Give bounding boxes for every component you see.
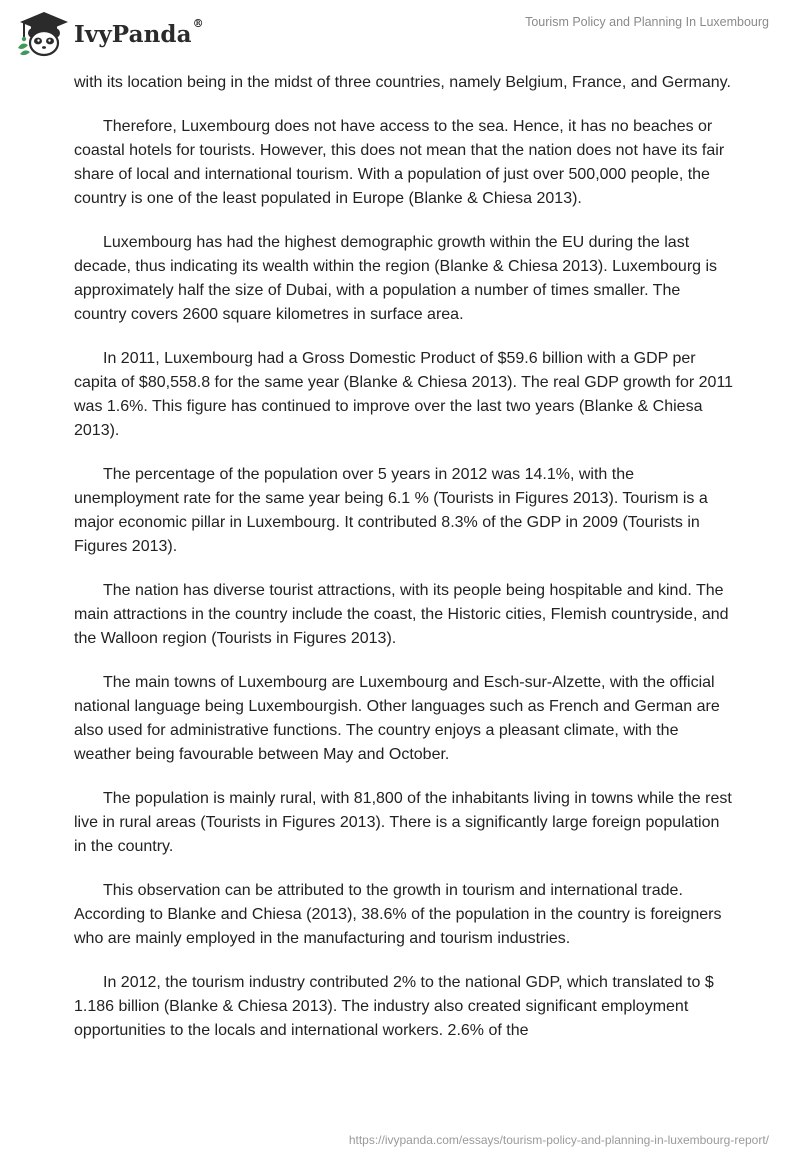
ivypanda-logo[interactable] (14, 8, 204, 58)
paragraph: In 2012, the tourism industry contributed 2% to the national GDP, which translated to $ 1.186 billion (Blanke & Chiesa 2013). The industry also created significant employment opportunities to the locals and international workers. 2.6% of the (74, 974, 714, 1039)
paragraph: with its location being in the midst of three countries, namely Belgium, France, and Germany. (74, 74, 731, 91)
paragraph: This observation can be attributed to the growth in tourism and international trade. According to Blanke and Chiesa (2013), 38.6% of the population in the country is foreigners who are mainly employed in the manufacturing and tourism industries. (74, 882, 722, 947)
essay-body (74, 71, 734, 1063)
paragraph: The main towns of Luxembourg are Luxembourg and Esch-sur-Alzette, with the official national language being Luxembourgish. Other languages such as French and German are also used for administrative functions. The country enjoys a pleasant climate, with the weather being favourable between May and October. (74, 674, 720, 763)
paragraph: Therefore, Luxembourg does not have access to the sea. Hence, it has no beaches or coastal hotels for tourists. However, this does not mean that the nation does not have its fair share of local and international tourism. With a population of just over 500,000 people, the country is one of the least populated in Europe (Blanke & Chiesa 2013). (74, 118, 725, 207)
document-title: Tourism Policy and Planning In Luxembourg (525, 15, 769, 29)
paragraph: Luxembourg has had the highest demographic growth within the EU during the last decade, thus indicating its wealth within the region (Blanke & Chiesa 2013). Luxembourg is approximately half the size of Dubai, with a population a number of times smaller. The country covers 2600 square kilometres in surface area. (74, 234, 718, 323)
paragraph: The nation has diverse tourist attractions, with its people being hospitable and kind. The main attractions in the country include the coast, the Historic cities, Flemish countryside, and the Walloon region (Tourists in Figures 2013). (74, 582, 729, 647)
paragraph: The percentage of the population over 5 years in 2012 was 14.1%, with the unemployment rate for the same year being 6.1 % (Tourists in Figures 2013). Tourism is a major economic pillar in Luxembourg. It contributed 8.3% of the GDP in 2009 (Tourists in Figures 2013). (74, 466, 708, 555)
panda-logo-icon (14, 8, 70, 58)
source-url[interactable]: https://ivypanda.com/essays/tourism-policy-and-planning-in-luxembourg-report/ (348, 1133, 769, 1147)
paragraph: The population is mainly rural, with 81,800 of the inhabitants living in towns while the rest live in rural areas (Tourists in Figures 2013). There is a significantly large foreign population in the country. (74, 790, 732, 855)
logo-wordmark: IvyPanda® (74, 16, 204, 48)
page-header (0, 0, 800, 66)
paragraph: In 2011, Luxembourg had a Gross Domestic Product of $59.6 billion with a GDP per capita of $80,558.8 for the same year (Blanke & Chiesa 2013). The real GDP growth for 2011 was 1.6%. This figure has continued to improve over the last two years (Blanke & Chiesa 2013). (74, 350, 734, 439)
